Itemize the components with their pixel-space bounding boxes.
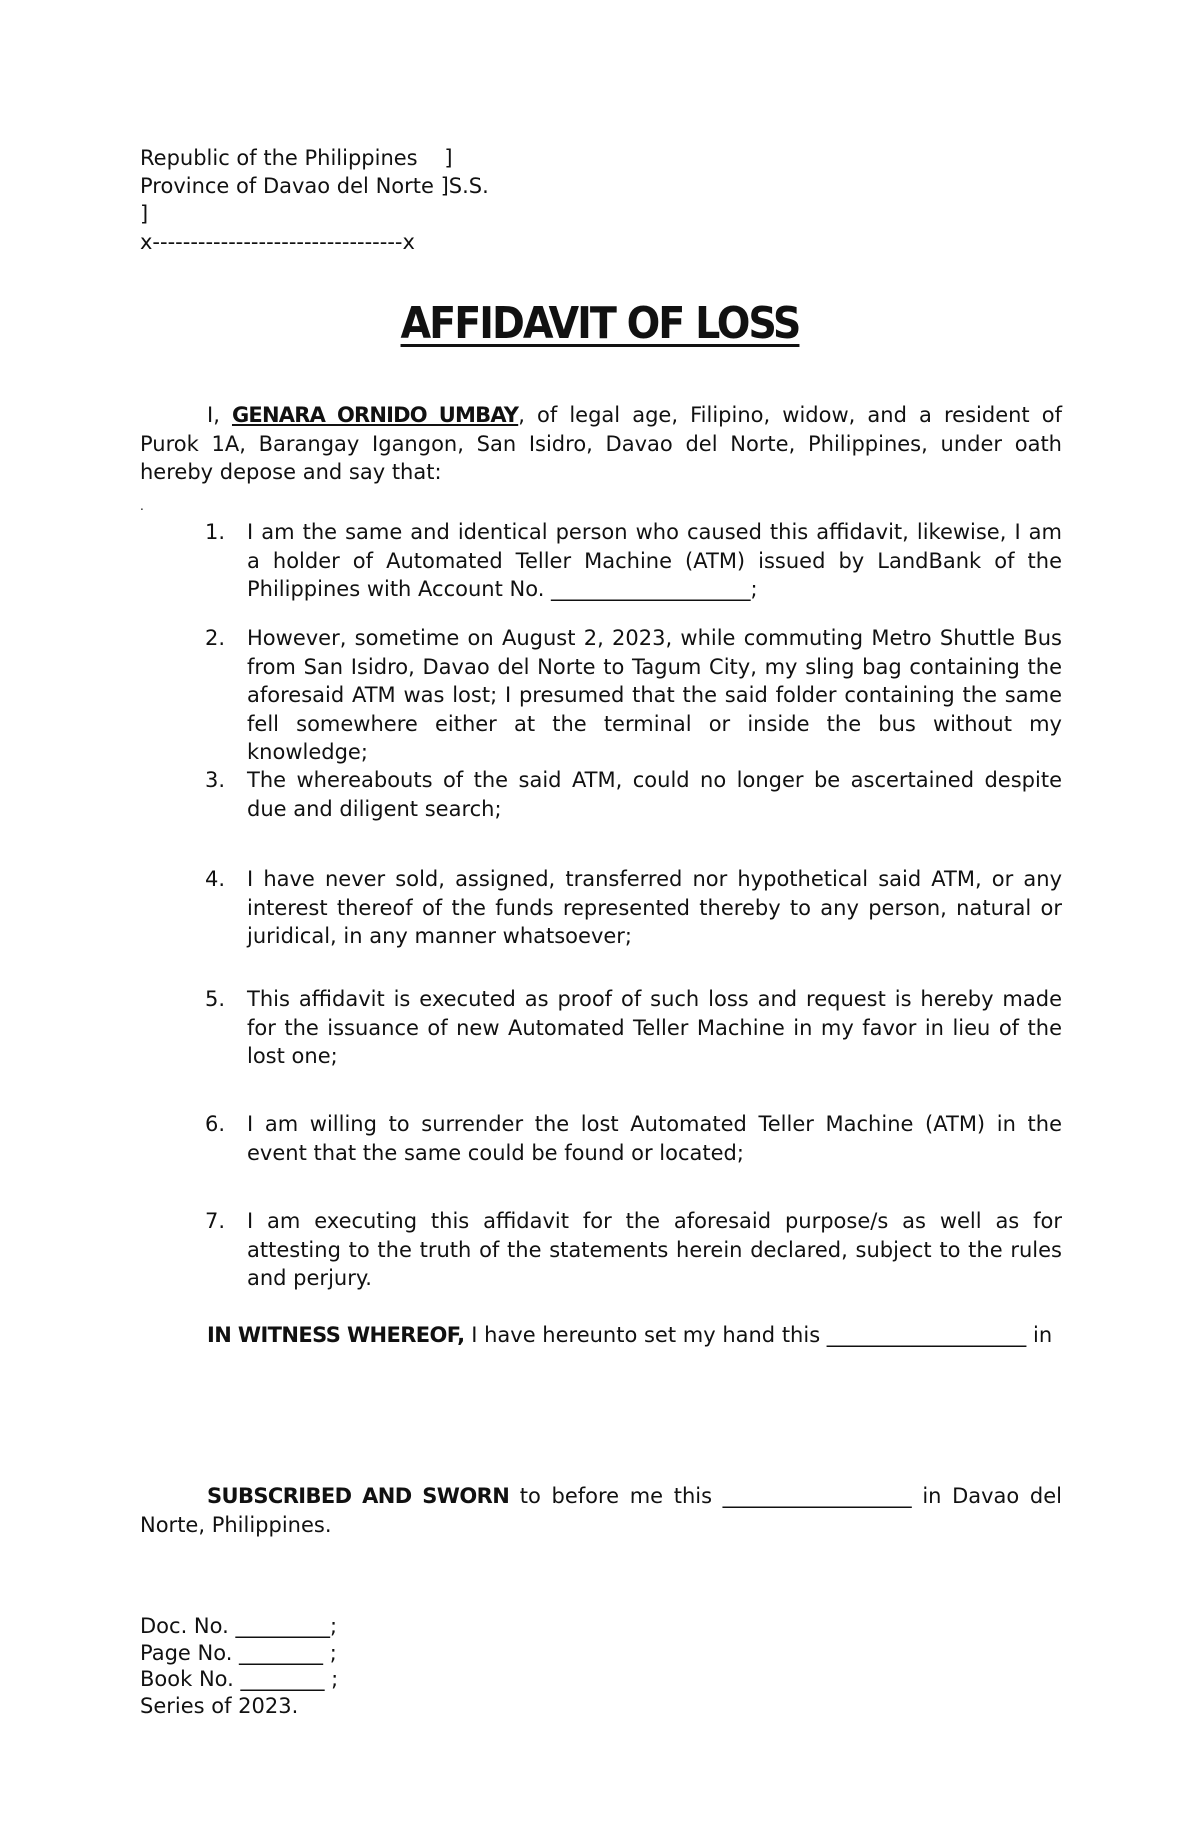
jurat-paragraph: [140, 1482, 1062, 1539]
witness-heading: IN WITNESS WHEREOF,: [207, 1323, 465, 1347]
doc-number: Doc. No. _________;: [140, 1614, 338, 1638]
venue-header: [140, 144, 640, 256]
item-text: I am willing to surrender the lost Automated Teller Machine (ATM) in the event that the same could be found or located;: [247, 1112, 1062, 1165]
item-number: 7.: [205, 1209, 226, 1233]
item-text: However, sometime on August 2, 2023, while commuting Metro Shuttle Bus from San Isidro, Davao del Norte to Tagum City, my sling bag containing the aforesaid ATM was lost; I presumed that the said folder containing the same fell somewhere either at the terminal or inside the bus without my knowledge;: [247, 626, 1062, 764]
item-text: This affidavit is executed as proof of such loss and request is hereby made for the issuance of new Automated Teller Machine in my favor in lieu of the lost one;: [247, 987, 1062, 1068]
list-item-5: [205, 985, 1062, 1071]
item-number: 2.: [205, 626, 226, 650]
item-text: I am executing this affidavit for the aforesaid purpose/s as well as for attesting to the truth of the statements herein declared, subject to the rules and perjury.: [247, 1209, 1062, 1290]
intro-text: , of legal age, Filipino, widow, and a resident of Purok 1A, Barangay Igangon, San Isidro, Davao del Norte, Philippines, under oath hereby depose and say that:: [140, 403, 1063, 484]
list-item-4: [205, 865, 1062, 951]
list-item-1: [205, 518, 1062, 604]
item-text: The whereabouts of the said ATM, could no longer be ascertained despite due and diligent search;: [247, 768, 1062, 821]
item-number: 4.: [205, 867, 226, 891]
series-year: Series of 2023.: [140, 1693, 299, 1718]
witness-paragraph: [140, 1321, 1062, 1350]
jurat-heading: SUBSCRIBED AND SWORN: [207, 1484, 510, 1508]
list-item-2: [205, 624, 1062, 767]
book-number: Book No. ________ ;: [140, 1667, 339, 1691]
item-number: 6.: [205, 1112, 226, 1136]
item-number: 5.: [205, 987, 226, 1011]
header-republic: Republic of the Philippines ]: [140, 146, 453, 170]
header-bracket: ]: [140, 202, 149, 226]
stray-mark: .: [140, 499, 144, 513]
witness-text: I have hereunto set my hand this ___________________ in: [464, 1323, 1053, 1347]
list-item-7: [205, 1207, 1062, 1293]
jurat-text: to before me this __________________ in Davao del Norte, Philippines.: [140, 1484, 1062, 1537]
list-item-6: [205, 1110, 1062, 1167]
affiant-name: GENARA ORNIDO UMBAY: [231, 403, 519, 427]
page-number: Page No. ________ ;: [140, 1640, 337, 1665]
notarial-register: [140, 1612, 540, 1718]
intro-paragraph: [140, 401, 1062, 487]
header-province: Province of Davao del Norte ]S.S.: [140, 174, 489, 198]
item-text: I am the same and identical person who caused this affidavit, likewise, I am a holder of Automated Teller Machine (ATM) issued by LandBank of the Philippines with Account No. ___________________;: [247, 520, 1062, 601]
item-number: 1.: [205, 520, 226, 544]
intro-prefix: I,: [207, 403, 232, 427]
item-text: I have never sold, assigned, transferred nor hypothetical said ATM, or any interest thereof of the funds represented thereby to any person, natural or juridical, in any manner whatsoever;: [247, 867, 1062, 948]
list-item-3: [205, 766, 1062, 823]
document-title: AFFIDAVIT OF LOSS: [400, 298, 800, 349]
header-separator: x---------------------------------x: [140, 230, 415, 254]
item-number: 3.: [205, 768, 226, 792]
